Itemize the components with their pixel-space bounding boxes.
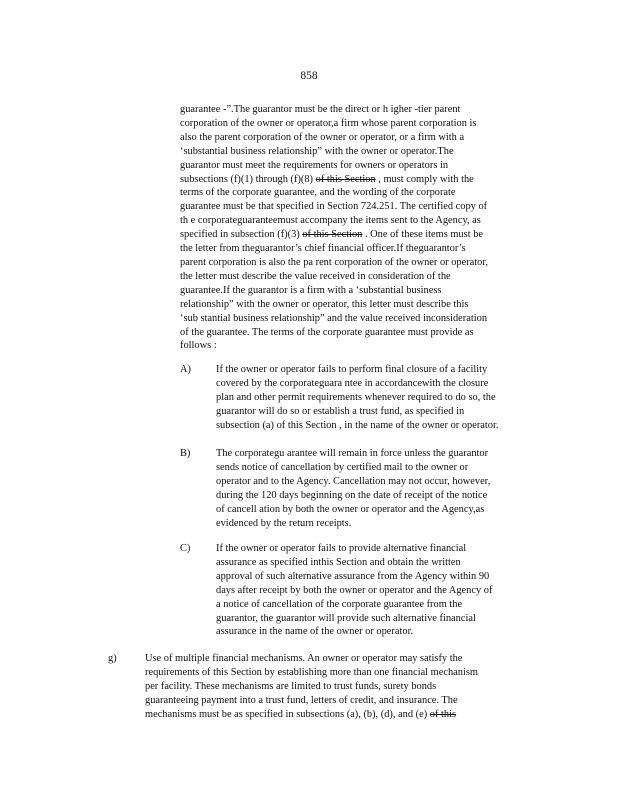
text-run: guarantee -”.The guarantor must be the direct or h igher -tier parent	[180, 104, 461, 115]
struck-text: of this Section	[315, 173, 376, 185]
text-line	[145, 708, 545, 722]
list-item	[216, 447, 546, 530]
text-line: operator and to the Agency. Cancellation may not occur, however,	[216, 475, 491, 487]
text-run: Use of multiple financial mechanisms. An owner or operator may satisfy the	[145, 653, 463, 664]
text-line: evidenced by the return receipts.	[216, 517, 352, 529]
list-item-marker: C)	[180, 543, 191, 554]
text-run: corporation of the owner or operator,a firm whose parent corporation is	[180, 117, 477, 129]
text-run: specified in subsection (f)(3)	[180, 229, 303, 241]
text-line	[145, 680, 545, 694]
text-line	[180, 117, 525, 131]
text-line	[180, 312, 525, 326]
text-line	[180, 256, 525, 270]
text-run: follows :	[180, 340, 217, 352]
struck-text: of this	[429, 708, 457, 720]
text-run: ‘sub stantial business relationship” and the value received inconsideration	[180, 312, 488, 324]
text-run: mechanisms must be as specified in subsections (a), (b), (d), and (e)	[145, 708, 430, 720]
page-number: 858	[300, 70, 318, 82]
text-line: a notice of cancellation of the corporate guarantee from the	[216, 598, 463, 610]
text-run: the letter from theguarantor’s chief financial officer.If theguarantor’s	[180, 243, 466, 255]
text-line	[180, 242, 525, 256]
text-line: guarantor will do so or establish a trust fund, as specified in	[216, 405, 465, 417]
text-line: approval of such alternative assurance from the Agency within 90	[216, 570, 490, 582]
text-run: the letter must describe the value received in consideration of the	[180, 270, 451, 282]
text-run: guarantee.If the guarantor is a firm with a ‘substantial business	[180, 284, 442, 296]
guarantee-paragraph	[180, 103, 525, 353]
text-line	[145, 666, 545, 680]
text-line	[180, 200, 525, 214]
text-line	[180, 186, 525, 200]
text-run: relationship” with the owner or operator, this letter must describe this	[180, 298, 469, 310]
text-line	[180, 284, 525, 298]
text-run: terms of the corporate guarantee, and the wording of the corporate	[180, 187, 456, 199]
text-line	[180, 145, 525, 159]
section-g-paragraph	[145, 652, 545, 722]
text-line	[180, 339, 525, 353]
text-line: guarantor, the guarantor will provide such alternative financial	[216, 612, 476, 624]
text-run: guaranteeing payment into a trust fund, letters of credit, and insurance. The	[145, 694, 458, 706]
text-line: assurance in the name of the owner or operator.	[216, 626, 414, 638]
text-line	[180, 173, 525, 187]
text-run: requirements of this Section by establishing more than one financial mechanism	[145, 666, 478, 678]
text-run: also the parent corporation of the owner or operator, or a firm with a	[180, 131, 465, 143]
text-line	[180, 298, 525, 312]
text-run: th e corporateguaranteemust accompany the items sent to the Agency, as	[180, 215, 481, 227]
text-line: If the owner or operator fails to provide alternative financial	[216, 543, 467, 554]
text-line: assurance as specified inthis Section and obtain the written	[216, 556, 461, 568]
section-g-marker: g)	[108, 653, 117, 664]
text-line: covered by the corporateguara ntee in accordancewith the closure	[216, 377, 489, 389]
text-line	[180, 159, 525, 173]
text-run: , must comply with the	[375, 173, 474, 185]
text-line: subsection (a) of this Section , in the name of the owner or operator.	[216, 419, 499, 431]
text-line: days after receipt by both the owner or operator and the Agency of	[216, 584, 493, 596]
text-run: guarantor must meet the requirements for owners or operators in	[180, 159, 449, 171]
text-run: guarantee must be that specified in Section 724.251. The certified copy of	[180, 201, 488, 213]
text-line	[180, 103, 525, 117]
text-line	[180, 228, 525, 242]
text-line	[180, 326, 525, 340]
text-line: If the owner or operator fails to perform final closure of a facility	[216, 364, 488, 375]
text-line	[180, 131, 525, 145]
text-line	[145, 694, 545, 708]
list-item-marker: B)	[180, 448, 191, 459]
text-line: The corporategu arantee will remain in force unless the guarantor	[216, 448, 489, 459]
list-item	[216, 542, 546, 639]
text-run: subsections (f)(1) through (f)(8)	[180, 173, 316, 185]
list-item-marker: A)	[180, 364, 191, 375]
text-run: of the guarantee. The terms of the corporate guarantee must provide as	[180, 326, 474, 338]
text-line: of cancell ation by both the owner or operator and the Agency,as	[216, 503, 485, 515]
text-line: plan and other permit requirements whenever required to do so, the	[216, 391, 496, 403]
text-run: ‘substantial business relationship” with the owner or operator.The	[180, 145, 454, 157]
struck-text: of this Section	[302, 229, 363, 241]
text-run: . One of these items must be	[362, 229, 483, 241]
text-line	[145, 652, 545, 666]
text-line: during the 120 days beginning on the date of receipt of the notice	[216, 489, 488, 501]
text-run: per facility. These mechanisms are limited to trust funds, surety bonds	[145, 680, 437, 692]
text-line	[180, 270, 525, 284]
text-line	[180, 214, 525, 228]
list-item	[216, 363, 546, 433]
text-line: sends notice of cancellation by certified mail to the owner or	[216, 461, 469, 473]
text-run: parent corporation is also the pa rent corporation of the owner or operator,	[180, 256, 489, 268]
